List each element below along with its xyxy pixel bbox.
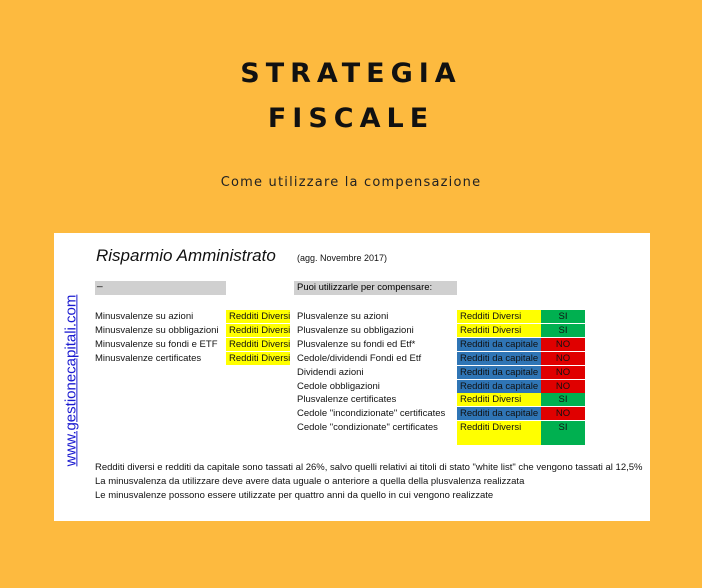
side-url-container [56, 265, 86, 495]
right-row-answer: NO [541, 352, 585, 365]
right-row-label: Cedole "condizionate" certificates [297, 422, 438, 433]
left-row-tag: Redditi Diversi [226, 338, 290, 351]
subtitle: Come utilizzare la compensazione [220, 175, 482, 190]
right-row-tag: Redditi Diversi [457, 324, 541, 337]
right-row-answer: SI [541, 324, 585, 337]
right-row-answer: NO [541, 407, 585, 420]
right-row-label: Cedole/dividendi Fondi ed Etf [297, 353, 422, 364]
right-row-tag: Redditi da capitale [457, 352, 541, 365]
right-header-text: Puoi utilizzarle per compensare: [297, 282, 433, 293]
left-row-label: Minusvalenze su azioni [95, 311, 194, 322]
right-row-tag: Redditi da capitale [457, 407, 541, 420]
right-row-label: Plusvalenze su azioni [297, 311, 389, 322]
right-row-tag: Redditi da capitale [457, 338, 541, 351]
left-header-text: _ [97, 277, 103, 288]
right-row-label: Plusvalenze su fondi ed Etf* [297, 339, 416, 350]
website-link[interactable]: www.gestionecapitali.com [62, 294, 80, 466]
right-row-answer: SI [541, 310, 585, 323]
right-header-bar [294, 281, 457, 295]
card-title: Risparmio Amministrato [96, 246, 276, 265]
right-row-answer: NO [541, 338, 585, 351]
left-row-tag: Redditi Diversi [226, 352, 290, 365]
right-row-answer: NO [541, 366, 585, 379]
compensation-table-card [54, 233, 650, 521]
note-loss-duration: Le minusvalenze possono essere utilizzate per quattro anni da quello in cui vengono realizzate [95, 490, 494, 501]
right-row-answer: SI [541, 421, 585, 445]
right-row-label: Dividendi azioni [297, 367, 364, 378]
right-row-label: Cedole obbligazioni [297, 381, 380, 392]
left-row-label: Minusvalenze su obbligazioni [95, 325, 219, 336]
left-row-tag: Redditi Diversi [226, 324, 290, 337]
title-line-1: STRATEGIA [240, 58, 462, 89]
right-row-tag: Redditi da capitale [457, 380, 541, 393]
right-row-answer: NO [541, 380, 585, 393]
right-row-answer: SI [541, 393, 585, 406]
right-row-tag: Redditi Diversi [457, 393, 541, 406]
left-row-label: Minusvalenze certificates [95, 353, 202, 364]
right-row-tag: Redditi Diversi [457, 421, 541, 445]
note-tax-rates: Redditi diversi e redditi da capitale sono tassati al 26%, salvo quelli relativi ai titoli di stato "white list" che vengono tassati al 12,5% [95, 462, 643, 473]
right-row-tag: Redditi da capitale [457, 366, 541, 379]
right-row-tag: Redditi Diversi [457, 310, 541, 323]
title-line-2: FISCALE [267, 103, 435, 134]
left-row-label: Minusvalenze su fondi e ETF [95, 339, 218, 350]
left-row-tag: Redditi Diversi [226, 310, 290, 323]
update-date-note: (agg. Novembre 2017) [297, 253, 388, 263]
note-loss-date: La minusvalenza da utilizzare deve avere data uguale o anteriore a quella della plusvalenza realizzata [95, 476, 525, 487]
right-row-label: Plusvalenze certificates [297, 394, 397, 405]
left-header-bar [95, 277, 226, 295]
right-row-label: Cedole "incondizionate" certificates [297, 408, 446, 419]
right-row-label: Plusvalenze su obbligazioni [297, 325, 414, 336]
